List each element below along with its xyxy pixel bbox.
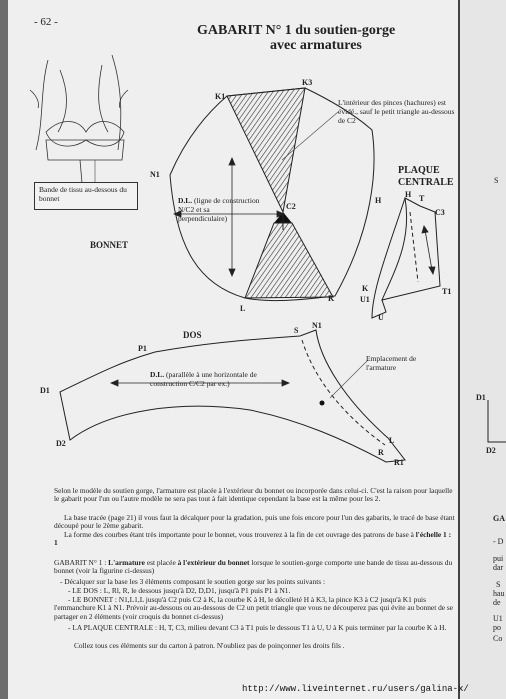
dos-label: DOS (183, 330, 202, 340)
paragraph-6: - LE DOS : L, Rl, R, le dessous jusqu'à D2, D,D1, jusqu'à P1 puis P1 à N1. (68, 586, 291, 595)
paragraph-4 (54, 559, 456, 576)
point-t: T (419, 194, 425, 203)
point-p1: P1 (138, 344, 147, 353)
pinces-note: L'intérieur des pinces (hachures) est évidé., sauf le petit triangle au-dessous de C2 (338, 98, 455, 125)
point-r1: R1 (394, 458, 404, 467)
right-page-s: S (494, 176, 499, 185)
point-s: S (294, 326, 299, 335)
right-page-frag-5: hau (493, 589, 505, 598)
point-r: R (378, 448, 384, 457)
point-n1: N1 (150, 170, 160, 179)
paragraph-4-armature: L'armature (108, 558, 145, 567)
page-subtitle: avec armatures (270, 38, 362, 53)
plaque-grainline (422, 226, 435, 274)
right-page-frag-6: de (493, 598, 501, 607)
bonnet-dl-text: (ligne de construction N/C2 et sa perpendiculaire) (178, 196, 260, 223)
right-page-d1: D1 (476, 393, 486, 402)
point-d1: D1 (40, 386, 50, 395)
right-page-frag-9: Co (493, 634, 503, 643)
point-l: L (240, 304, 246, 313)
armature-note: Emplacement de l'armature (366, 354, 417, 372)
right-page-frag-7: U1 (493, 614, 503, 623)
point-u: U (378, 313, 384, 322)
point-h: H (375, 196, 382, 205)
paragraph-4-tail: lorsque le soutien-gorge comporte une bande de tissu au-dessous du bonnet (voir la figurine ci-dessus) (54, 558, 453, 576)
point-c3: C3 (435, 208, 445, 217)
right-page-frag-2: pui (493, 554, 504, 563)
paragraph-1: Selon le modèle du soutien gorge, l'armature est placée à l'extérieur du bonnet ou incorporée dans celui-ci. C'est la raison pour laquelle le gabarit pour l'un ou l'autre modèle ne sera pas tout à fait identique cependant la base est la même pour les 2. (54, 486, 453, 504)
right-page-frag-3: dar (493, 563, 504, 572)
paragraph-3-scale: l'échelle 1 : 1 (54, 530, 452, 548)
bonnet-dl-bold: D.L. (178, 196, 193, 205)
paragraph-4-mid: est placée (144, 558, 178, 567)
point-h-plaque: H (405, 190, 412, 199)
point-n1-dos: N1 (312, 321, 322, 330)
bra-sketch (30, 55, 128, 183)
paragraph-9: Collez tous ces éléments sur du carton à patron. N'oubliez pas de poinçonner les droits fils . (74, 641, 345, 650)
notch-mark (320, 401, 325, 406)
point-k1: K1 (215, 92, 226, 101)
dos-grainline-note (150, 370, 278, 388)
point-d2: D2 (56, 439, 66, 448)
point-u1: U1 (360, 295, 370, 304)
right-page-frag-1: - D (493, 537, 504, 546)
right-page-frag-8: po (493, 623, 501, 632)
paragraph-8: - LA PLAQUE CENTRALE : H, T, C3, milieu devant C3 à T1 puis le dessous T1 à U, U à K puis terminer par la courbe K à H. (68, 623, 447, 632)
point-l-dos: L (389, 436, 395, 445)
plaque-label-line2: CENTRALE (398, 177, 454, 188)
paragraph-7: - LE BONNET : N1,L1,L jusqu'à C2 puis C2 à K, la courbe K à H, le décolleté H à K3, la pince K3 à C2 jusqu'à K1 puis l'emmanchure K1 à N1. Prévoir au-dessous ou au-dessous de C2 un petit triangle que vous ne découperez pas qui évite au bonnet de se partager en 2 éléments (voir croquis du bonnet ci-dessus) (54, 595, 454, 621)
paragraph-4-outside: à l'extérieur du bonnet (177, 558, 250, 567)
paragraph-2: La base tracée (page 21) il vous faut la décalquer pour la gradation, puis une fois encore pour l'un des gabarits, le tracé de base étant découpé pour le 2ème gabarit. (54, 513, 455, 531)
right-page-ga: GA (493, 514, 505, 523)
illustration-caption: Bande de tissu au-dessous du bonnet (34, 182, 138, 210)
plaque-label-line1: PLAQUE (398, 165, 440, 176)
bonnet-label: BONNET (90, 240, 129, 250)
dos-dl-text: (parallèle à une horizontale de construction C/C2 par ex.) (150, 370, 257, 388)
point-k3: K3 (302, 78, 313, 87)
dos-dl-bold: D.L. (150, 370, 165, 379)
paragraph-3-text: La forme des courbes étant très importante pour le bonnet, vous trouverez à la fin de cet ouvrage des patrons de base à (64, 530, 416, 539)
page-title: GABARIT N° 1 du soutien-gorge (197, 23, 396, 38)
right-page-shape (486, 398, 506, 444)
right-page-d2: D2 (486, 446, 496, 455)
dart-lower (245, 223, 333, 298)
source-url-watermark: http://www.liveinternet.ru/users/galina-x/ (242, 684, 469, 694)
paragraph-5: - Décalquer sur la base les 3 éléments composant le soutien gorge sur les points suivants : (60, 577, 326, 586)
paragraph-4-lead: GABARIT N° 1 : (54, 558, 109, 567)
dos-outline (60, 330, 405, 462)
paragraph-3 (54, 531, 456, 548)
page-number: - 62 - (34, 16, 58, 28)
point-k: K (328, 294, 335, 303)
bonnet-grainline-note (178, 196, 260, 223)
point-k-plaque: K (362, 284, 369, 293)
right-page-frag-4: S (496, 580, 501, 589)
point-c2: C2 (286, 202, 296, 211)
point-t1: T1 (442, 287, 452, 296)
